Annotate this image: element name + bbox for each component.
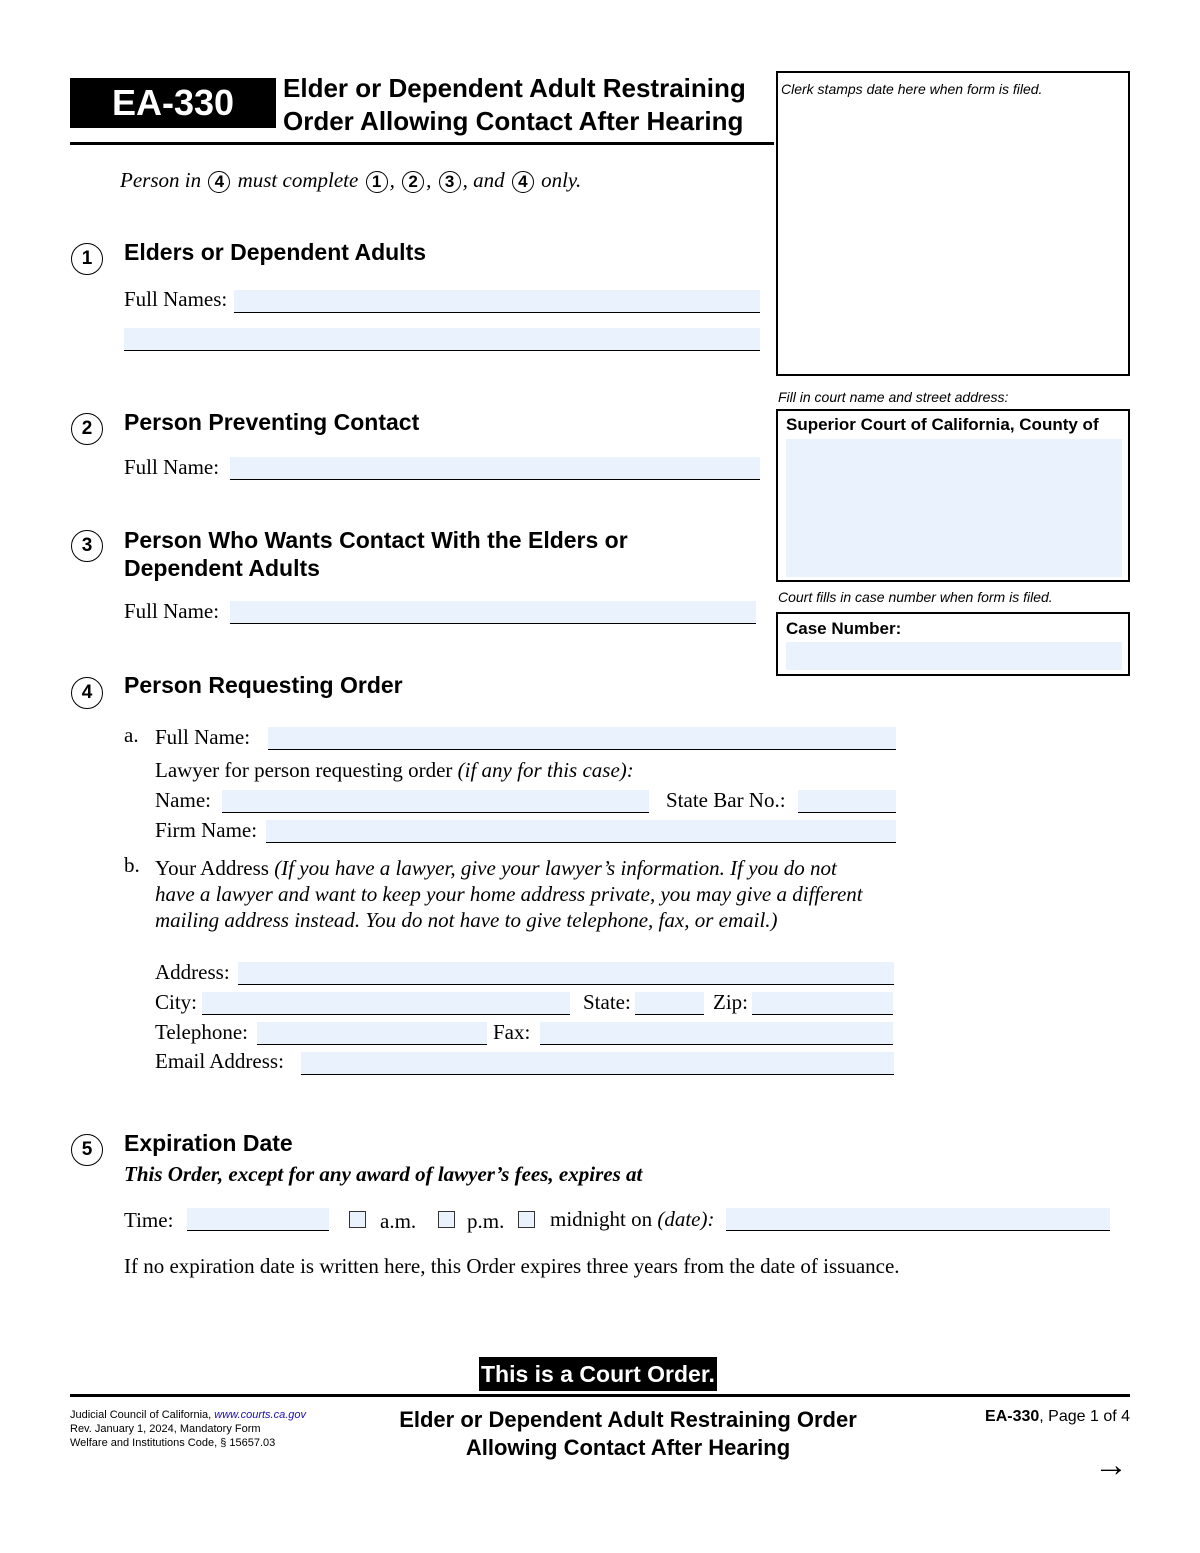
footer-revision: Rev. January 1, 2024, Mandatory Form (70, 1423, 261, 1435)
footer-page-number: , Page 1 of 4 (1039, 1408, 1130, 1425)
address-note-line1: (If you have a lawyer, give your lawyer’s information. If you do not (274, 856, 837, 880)
address-label: Address: (155, 960, 230, 984)
instructions (120, 168, 581, 193)
telephone-field[interactable] (257, 1022, 487, 1045)
city-field[interactable] (202, 992, 570, 1015)
person-wants-contact-name-field[interactable] (230, 601, 756, 624)
case-number-field[interactable] (786, 642, 1122, 670)
address-note-line2: have a lawyer and want to keep your home address private, you may give a different (155, 882, 863, 906)
midnight-checkbox[interactable] (518, 1211, 535, 1228)
section-3-title (124, 526, 628, 582)
footer-rule (70, 1394, 1130, 1397)
elders-full-names-field-1[interactable] (234, 290, 760, 313)
section-1-number: 1 (71, 243, 103, 275)
court-box-caption: Fill in court name and street address: (778, 389, 1009, 405)
item-4-ref: 4 (208, 171, 230, 193)
expiration-time-field[interactable] (187, 1208, 329, 1231)
full-name-label: Full Name: (124, 599, 220, 623)
section-4-number: 4 (71, 677, 103, 709)
midnight-label (550, 1207, 714, 1232)
instructions-sep: , (389, 168, 395, 192)
firm-name-field[interactable] (266, 820, 896, 843)
instructions-text: only. (541, 168, 582, 192)
item-1-ref: 1 (366, 171, 388, 193)
email-field[interactable] (301, 1052, 894, 1075)
header-rule (70, 142, 774, 145)
address-intro: Your Address (155, 856, 269, 880)
item-3-ref: 3 (439, 171, 461, 193)
zip-field[interactable] (752, 992, 893, 1015)
section-3-title-line1: Person Who Wants Contact With the Elders or (124, 527, 628, 553)
court-box-heading: Superior Court of California, County of (786, 415, 1099, 434)
full-names-label: Full Names: (124, 287, 228, 311)
instructions-text: Person in (120, 168, 202, 192)
requester-full-name-field[interactable] (268, 727, 896, 750)
courts-link[interactable]: www.courts.ca.gov (214, 1409, 306, 1421)
instructions-sep: , (426, 168, 432, 192)
fax-field[interactable] (540, 1022, 893, 1045)
item-2-ref: 2 (402, 171, 424, 193)
section-5-number: 5 (71, 1134, 103, 1166)
email-label: Email Address: (155, 1049, 284, 1073)
zip-label: Zip: (713, 990, 748, 1014)
footer-council: Judicial Council of California, (70, 1409, 212, 1421)
item-4-ref: 4 (512, 171, 534, 193)
expiration-date-field[interactable] (726, 1208, 1110, 1231)
section-2-number: 2 (71, 413, 103, 445)
telephone-label: Telephone: (155, 1020, 248, 1044)
clerk-stamp-box[interactable] (776, 71, 1130, 376)
footer-title-line2: Allowing Contact After Hearing (465, 1435, 791, 1460)
pm-label: p.m. (467, 1209, 505, 1233)
form-title (283, 72, 746, 138)
section-1-title: Elders or Dependent Adults (124, 239, 427, 265)
am-label: a.m. (380, 1209, 417, 1233)
midnight-text: midnight on (550, 1207, 653, 1231)
address-note-line3: mailing address instead. You do not have to give telephone, fax, or email.) (155, 908, 778, 932)
item-a-marker: a. (124, 723, 139, 747)
expiration-subtitle: This Order, except for any award of lawyer’s fees, expires at (124, 1162, 643, 1186)
case-box-caption: Court fills in case number when form is filed. (778, 589, 1053, 605)
lawyer-name-label: Name: (155, 788, 211, 812)
fax-label: Fax: (493, 1020, 531, 1044)
instructions-text: , and (462, 168, 505, 192)
court-order-banner: This is a Court Order. (479, 1357, 717, 1391)
lawyer-label (155, 758, 634, 783)
lawyer-note: (if any for this case): (457, 758, 634, 782)
clerk-stamp-label: Clerk stamps date here when form is filed. (781, 81, 1043, 97)
footer-left (70, 1408, 306, 1450)
state-bar-number-field[interactable] (798, 790, 896, 813)
state-label: State: (583, 990, 631, 1014)
form-id: EA-330 (111, 82, 235, 123)
form-title-line1: Elder or Dependent Adult Restraining (283, 73, 746, 103)
instructions-text: must complete (237, 168, 359, 192)
footer-title-line1: Elder or Dependent Adult Restraining Order (399, 1407, 857, 1432)
time-label: Time: (124, 1208, 174, 1232)
section-4-title: Person Requesting Order (124, 672, 403, 698)
section-2-title: Person Preventing Contact (124, 409, 420, 435)
date-label: (date): (657, 1207, 715, 1231)
state-bar-label: State Bar No.: (666, 788, 786, 812)
person-preventing-name-field[interactable] (230, 457, 760, 480)
footer-page-info (930, 1408, 1130, 1426)
section-3-number: 3 (71, 530, 103, 562)
full-name-label: Full Name: (124, 455, 220, 479)
footer-form-id: EA-330 (985, 1408, 1040, 1425)
section-3-title-line2: Dependent Adults (124, 555, 320, 581)
court-address-field[interactable] (786, 439, 1122, 577)
footer-title (368, 1406, 888, 1462)
next-page-arrow-icon[interactable]: → (1094, 1446, 1128, 1484)
lawyer-label-text: Lawyer for person requesting order (155, 758, 453, 782)
city-label: City: (155, 990, 198, 1014)
expiration-note: If no expiration date is written here, this Order expires three years from the date of issuance. (124, 1254, 900, 1278)
lawyer-name-field[interactable] (222, 790, 649, 813)
elders-full-names-field-2[interactable] (124, 328, 760, 351)
form-id-badge (70, 78, 276, 128)
item-b-marker: b. (124, 853, 140, 877)
footer-code: Welfare and Institutions Code, § 15657.03 (70, 1437, 276, 1449)
address-field[interactable] (238, 962, 894, 985)
case-number-label: Case Number: (786, 619, 902, 638)
state-field[interactable] (635, 992, 704, 1015)
section-5-title: Expiration Date (124, 1130, 293, 1156)
case-number-box (776, 612, 1130, 676)
firm-name-label: Firm Name: (155, 818, 258, 842)
address-instructions (155, 855, 863, 933)
form-title-line2: Order Allowing Contact After Hearing (283, 106, 744, 136)
pm-checkbox[interactable] (438, 1211, 455, 1228)
court-name-box (776, 409, 1130, 582)
full-name-label: Full Name: (155, 725, 251, 749)
am-checkbox[interactable] (349, 1211, 366, 1228)
